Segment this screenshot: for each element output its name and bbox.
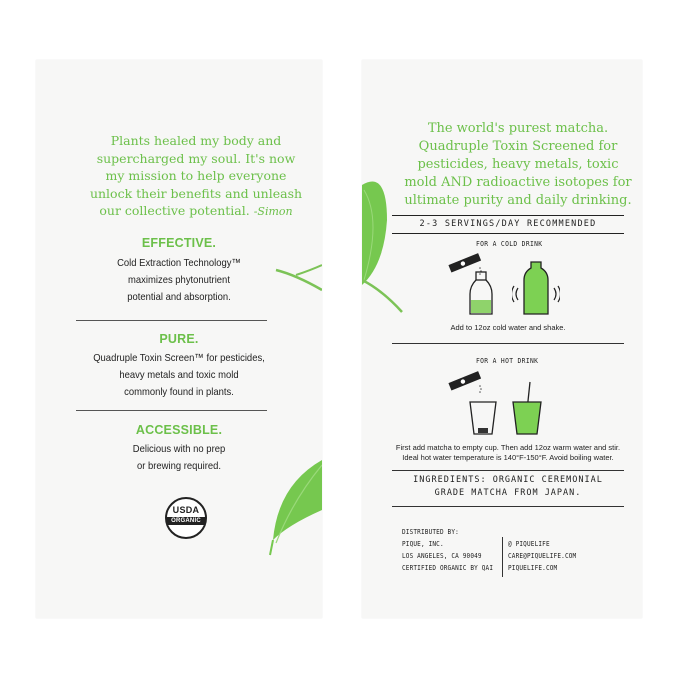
tea-branch-icon: [362, 160, 407, 320]
contact-line: CARE@PIQUELIFE.COM: [508, 552, 577, 560]
stick-pack-icon: [447, 366, 487, 396]
distributor-line: CERTIFIED ORGANIC BY QAI: [402, 564, 494, 572]
contact-info: [508, 538, 576, 574]
section-divider: [392, 470, 624, 471]
section-title-pure: PURE.: [159, 332, 199, 346]
ingredients-text: [392, 474, 624, 500]
hot-instruction: [384, 443, 632, 463]
body-line: heavy metals and toxic mold: [119, 369, 239, 381]
section-body-accessible: [50, 441, 307, 475]
cold-drink-label: FOR A COLD DRINK: [476, 240, 543, 248]
distributor-info: [402, 526, 493, 574]
instruction-line: Ideal hot water temperature is 140°F-150°F. Avoid boiling water.: [402, 453, 614, 462]
section-body-pure: [50, 350, 307, 401]
instruction-line: First add matcha to empty cup. Then add 12oz warm water and stir.: [395, 443, 621, 452]
section-body-effective: [50, 255, 307, 306]
contact-line: PIQUELIFE.COM: [508, 564, 558, 572]
section-divider: [76, 410, 267, 411]
body-line: Delicious with no prep: [132, 443, 226, 455]
distributor-line: LOS ANGELES, CA 90049: [402, 552, 482, 560]
founder-quote: [86, 132, 306, 221]
contact-separator: [502, 537, 503, 577]
distributor-line: DISTRIBUTED BY:: [402, 528, 459, 536]
bottle-icon: [468, 270, 494, 316]
organic-text: ORGANIC: [167, 517, 205, 525]
matcha-cup-icon: [510, 378, 544, 438]
distributor-line: PIQUE, INC.: [402, 540, 444, 548]
ingredients-line: GRADE MATCHA FROM JAPAN.: [434, 488, 582, 498]
section-title-accessible: ACCESSIBLE.: [135, 423, 223, 437]
product-headline: The world's purest matcha. Quadruple Toxin Screened for pesticides, heavy metals, toxic mold AND radioactive isotopes for ultimate purity and daily drinking.: [404, 121, 632, 208]
section-divider: [392, 343, 624, 344]
right-label-panel: [362, 60, 642, 618]
body-line: potential and absorption.: [127, 291, 231, 303]
cup-icon: [468, 400, 498, 436]
left-label-panel: [36, 60, 322, 618]
ingredients-line: INGREDIENTS: ORGANIC CEREMONIAL: [413, 475, 603, 485]
section-title-effective: EFFECTIVE.: [141, 236, 217, 250]
contact-line: @ PIQUELIFE: [508, 540, 550, 548]
usda-organic-seal: [165, 497, 207, 539]
body-line: commonly found in plants.: [124, 386, 234, 398]
cold-instruction: Add to 12oz cold water and shake.: [450, 323, 566, 332]
section-divider: [76, 320, 267, 321]
quote-signature: -Simon: [253, 205, 293, 218]
body-line: maximizes phytonutrient: [128, 274, 230, 286]
body-line: Quadruple Toxin Screen™ for pesticides,: [93, 352, 265, 364]
body-line: Cold Extraction Technology™: [117, 257, 241, 269]
hot-drink-label: FOR A HOT DRINK: [476, 357, 539, 365]
shaker-bottle-icon: [512, 258, 560, 318]
servings-banner: 2-3 SERVINGS/DAY RECOMMENDED: [392, 215, 624, 234]
usda-text: USDA: [172, 505, 200, 515]
quote-text: Plants healed my body and supercharged my soul. It's now my mission to help everyone unlock their benefits and unleash our collective potential.: [89, 133, 303, 218]
section-divider: [392, 506, 624, 507]
body-line: or brewing required.: [136, 460, 222, 472]
